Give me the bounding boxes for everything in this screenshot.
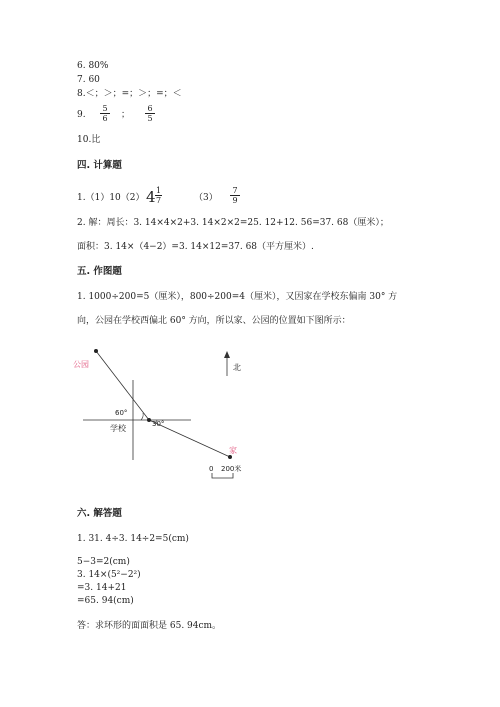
solve-q1-line-1: 1. 31. 4÷3. 14÷2=5(cm) <box>77 534 189 544</box>
fraction-numerator: 5 <box>102 104 108 113</box>
section-6-heading: 六. 解答题 <box>77 508 122 519</box>
angle-30-label: 30° <box>152 420 165 428</box>
north-label: 北 <box>233 363 241 372</box>
answer-10: 10.比 <box>77 135 101 145</box>
answer-9-label: 9. <box>77 110 86 120</box>
section-5-heading: 五. 作图题 <box>77 266 122 277</box>
direction-diagram <box>70 340 260 485</box>
north-arrow-icon <box>224 351 230 358</box>
home-point <box>228 455 232 459</box>
home-label: 家 <box>229 446 237 455</box>
solve-q1-line-4: =3. 14+21 <box>77 583 127 593</box>
fraction-denominator: 9 <box>232 196 238 205</box>
solve-q1-line-5: =65. 94(cm) <box>77 596 134 606</box>
calc-q1-prefix: 1.（1）10（2） <box>77 193 145 203</box>
fraction-numerator: 7 <box>232 186 238 195</box>
park-label: 公园 <box>73 360 89 369</box>
school-point <box>147 418 151 422</box>
calc-q1-mid: （3） <box>194 193 218 203</box>
solve-q1-line-3: 3. 14×(5²−2²) <box>77 570 141 580</box>
answer-9-separator: ； <box>121 110 131 120</box>
angle-60-label: 60° <box>115 409 128 417</box>
calc-q1-fraction-2 <box>229 186 241 205</box>
fraction-numerator: 1 <box>155 186 162 195</box>
scale-unit-label: 200米 <box>221 465 242 473</box>
park-point <box>94 349 98 353</box>
scale-zero-label: 0 <box>209 465 214 473</box>
fraction-denominator: 7 <box>155 196 162 205</box>
calc-q2-line-2: 面积：3. 14×（4−2）=3. 14×12=37. 68（平方厘米）. <box>77 242 314 252</box>
solve-q1-line-2: 5−3=2(cm) <box>77 557 130 567</box>
drawing-q1-line-2: 向，公园在学校西偏北 60° 方向，所以家、公园的位置如下图所示： <box>77 316 351 326</box>
calc-q2-line-1: 2. 解：周长：3. 14×4×2+3. 14×2×2=25. 12+12. 56=37. 68（厘米）； <box>77 218 389 228</box>
answer-8: 8.＜；＞；=；＞；=；＜ <box>77 89 182 99</box>
section-4-heading: 四. 计算题 <box>77 160 122 171</box>
scale-bar <box>212 473 233 478</box>
solve-q1-answer: 答：求环形的面面积是 65. 94cm。 <box>77 621 222 631</box>
answer-9-fraction-2 <box>144 104 156 123</box>
fraction-numerator: 6 <box>147 104 153 113</box>
calc-q1-fraction <box>154 186 163 205</box>
angle-60-arc <box>141 413 143 420</box>
fraction-denominator: 6 <box>102 114 108 123</box>
answer-7: 7. 60 <box>77 75 100 85</box>
fraction-denominator: 5 <box>147 114 153 123</box>
drawing-q1-line-1: 1. 1000÷200=5（厘米），800÷200=4（厘米），又因家在学校东偏南 30° 方 <box>77 292 398 302</box>
answer-6: 6. 80% <box>77 61 109 71</box>
calc-q1-whole: 4 <box>146 188 156 206</box>
answer-9-fraction-1 <box>99 104 111 123</box>
school-label: 学校 <box>110 424 126 433</box>
